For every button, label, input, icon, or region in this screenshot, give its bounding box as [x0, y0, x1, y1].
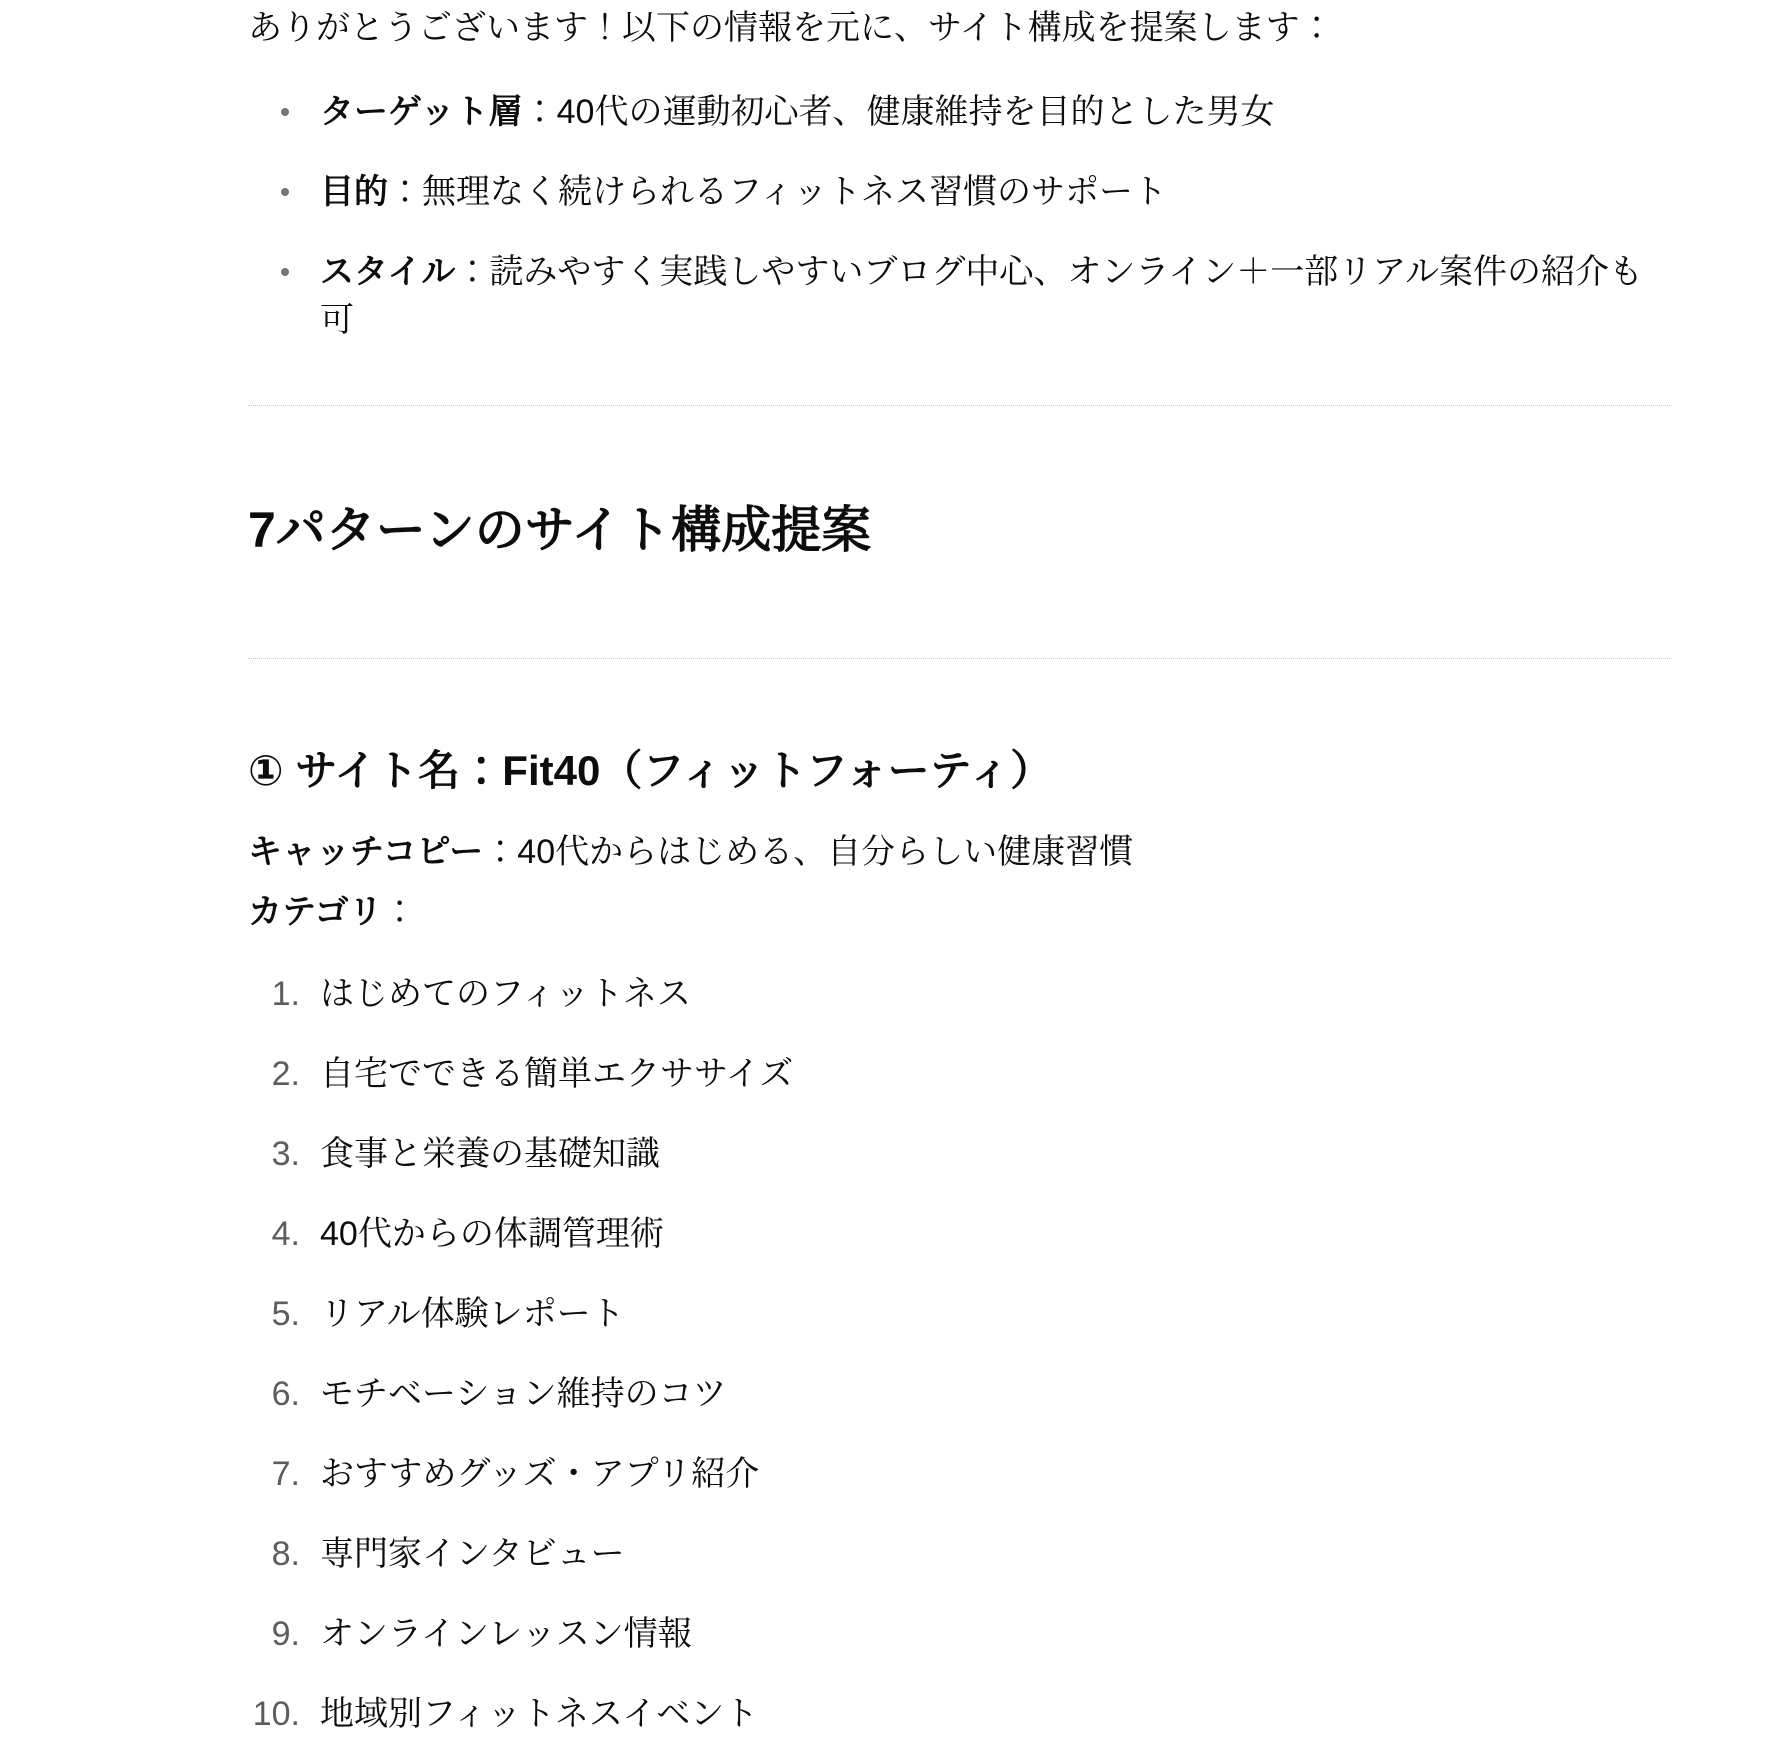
list-item-label: スタイル	[320, 253, 456, 291]
category-label-line	[248, 888, 1672, 936]
list-item: リアル体験レポート	[320, 1295, 625, 1333]
pattern1-heading: ① サイト名：Fit40（フィットフォーティ）	[248, 747, 1053, 794]
list-item: 地域別フィットネスイベント	[320, 1695, 759, 1733]
list-item	[248, 88, 1672, 136]
list-item: はじめてのフィットネス	[320, 975, 691, 1013]
list-item-text: ：40代の運動初心者、健康維持を目的とした男女	[522, 93, 1275, 131]
category-label: カテゴリ	[248, 893, 383, 931]
list-item-text: ：無理なく続けられるフィットネス習慣のサポート	[388, 173, 1167, 211]
catch-copy-line	[248, 828, 1672, 876]
list-item: モチベーション維持のコツ	[320, 1375, 727, 1413]
list-item	[248, 248, 1672, 344]
bullet-dot-icon	[281, 108, 289, 116]
bullet-dot-icon	[281, 188, 289, 196]
category-list	[248, 970, 1672, 1738]
list-item-text: ：読みやすく実践しやすいブログ中心、オンライン＋一部リアル案件の紹介も可	[320, 253, 1643, 339]
divider	[248, 658, 1672, 659]
list-item-label: ターゲット層	[320, 93, 523, 131]
list-item: オンラインレッスン情報	[320, 1615, 692, 1653]
list-item: 自宅でできる簡単エクササイズ	[320, 1055, 794, 1093]
divider	[248, 405, 1672, 406]
bullet-dot-icon	[281, 268, 289, 276]
list-item: おすすめグッズ・アプリ紹介	[320, 1455, 760, 1493]
list-item	[248, 168, 1672, 216]
section-heading: 7パターンのサイト構成提案	[248, 502, 872, 558]
catch-copy-label: キャッチコピー	[248, 833, 484, 871]
intro-paragraph: ありがとうございます！以下の情報を元に、サイト構成を提案します：	[248, 9, 1334, 47]
list-item-label: 目的	[320, 173, 388, 211]
site-info-list	[248, 88, 1672, 344]
list-item: 40代からの体調管理術	[320, 1215, 664, 1253]
catch-copy-text: ：40代からはじめる、自分らしい健康習慣	[483, 833, 1134, 871]
list-item: 専門家インタビュー	[320, 1535, 625, 1573]
list-item: 食事と栄養の基礎知識	[320, 1135, 660, 1173]
category-colon: ：	[382, 893, 417, 931]
